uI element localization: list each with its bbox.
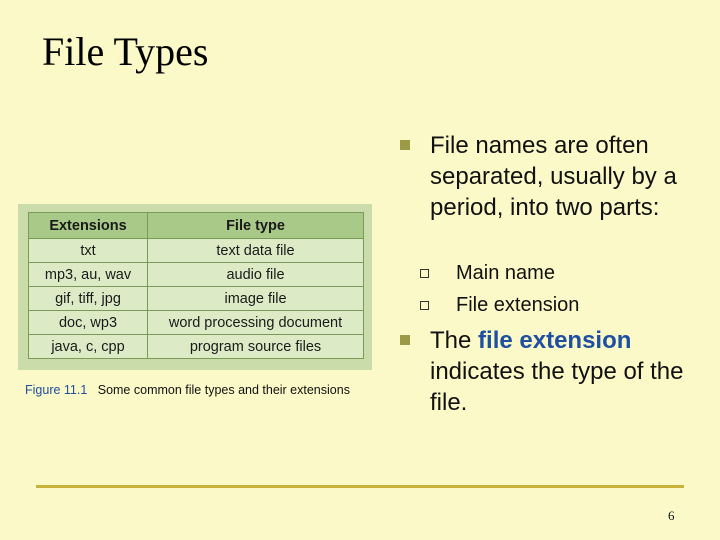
- table-cell-file-type: image file: [148, 287, 364, 311]
- bullet-text-prefix: The: [430, 327, 479, 354]
- table-row: [29, 311, 364, 335]
- table-row: [29, 287, 364, 311]
- bullet-item: [400, 130, 690, 223]
- square-bullet-icon: [400, 140, 410, 150]
- column-header-extensions: Extensions: [29, 213, 148, 239]
- bullet-text: [430, 325, 690, 418]
- hollow-square-bullet-icon: [420, 301, 429, 310]
- bullet-text-suffix: indicates the type of the file.: [430, 358, 684, 416]
- square-bullet-icon: [400, 335, 410, 345]
- table-row: [29, 335, 364, 359]
- sub-bullet-item: [420, 293, 579, 317]
- column-header-file-type: File type: [148, 213, 364, 239]
- bullet-text: File names are often separated, usually by a period, into two parts:: [430, 132, 677, 221]
- highlighted-term: file extension: [478, 327, 632, 354]
- sub-bullet-text: Main name: [456, 262, 555, 284]
- bullet-item: [400, 325, 690, 418]
- table-cell-file-type: word processing document: [148, 311, 364, 335]
- table-cell-extension: doc, wp3: [29, 311, 148, 335]
- figure-caption: [25, 382, 365, 398]
- footer-divider: [36, 485, 684, 488]
- file-types-table: [28, 212, 364, 359]
- table-cell-file-type: audio file: [148, 263, 364, 287]
- figure-caption-text: Some common file types and their extensions: [97, 383, 350, 397]
- table-header-row: [29, 213, 364, 239]
- file-types-figure: [18, 204, 372, 370]
- table-cell-extension: gif, tiff, jpg: [29, 287, 148, 311]
- table-cell-extension: mp3, au, wav: [29, 263, 148, 287]
- table-row: [29, 263, 364, 287]
- sub-bullet-text: File extension: [456, 294, 580, 316]
- table-cell-extension: txt: [29, 239, 148, 263]
- table-cell-file-type: text data file: [148, 239, 364, 263]
- table-row: [29, 239, 364, 263]
- page-number: 6: [668, 508, 675, 523]
- hollow-square-bullet-icon: [420, 269, 429, 278]
- table-cell-extension: java, c, cpp: [29, 335, 148, 359]
- slide-title: File Types: [42, 29, 209, 74]
- figure-number: Figure 11.1: [25, 383, 88, 397]
- table-cell-file-type: program source files: [148, 335, 364, 359]
- sub-bullet-item: [420, 261, 555, 285]
